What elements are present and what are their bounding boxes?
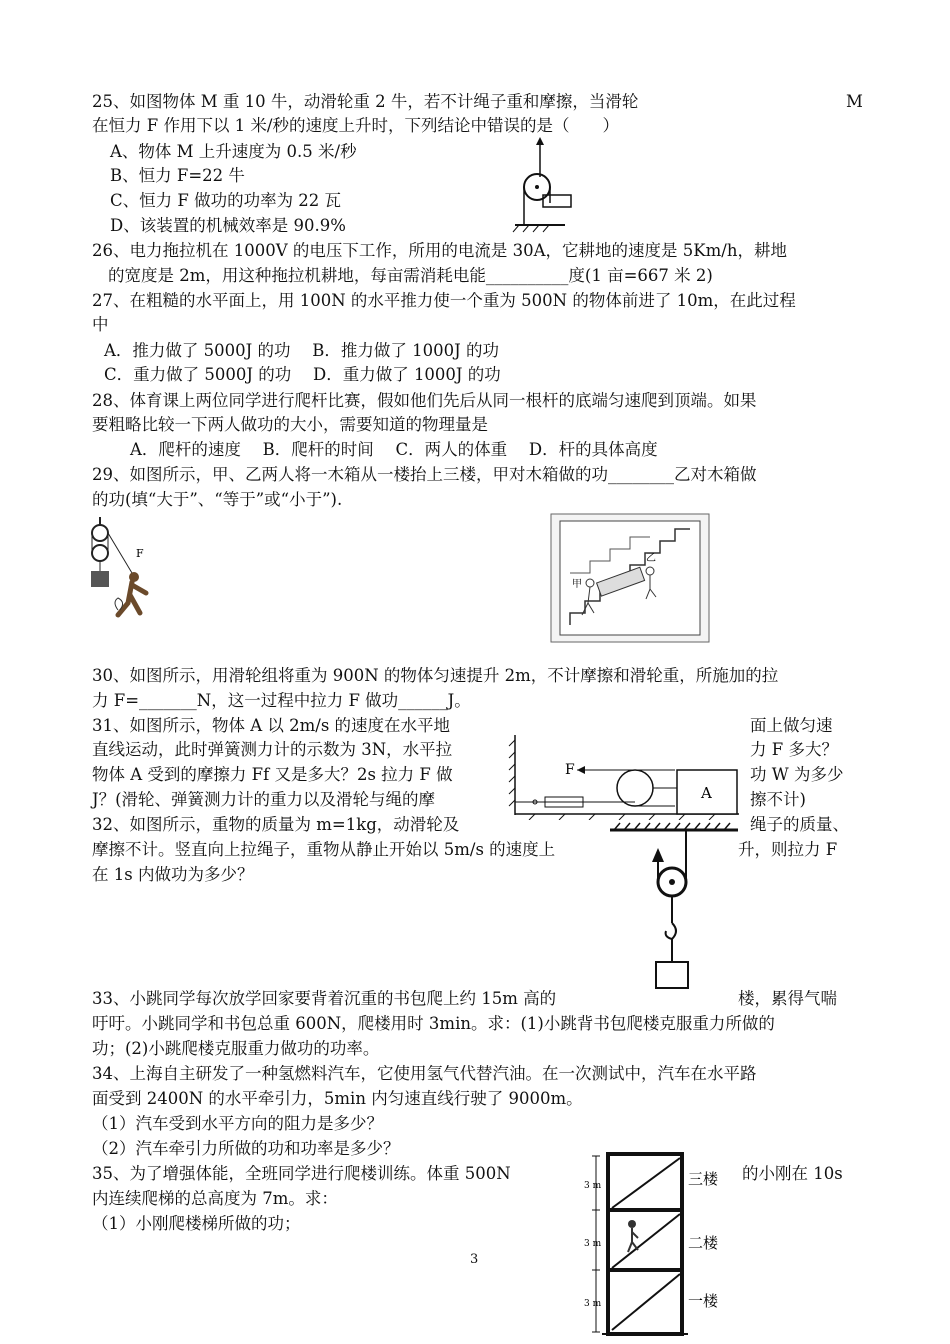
q27-options-ab: A．推力做了 5000J 的功 B．推力做了 1000J 的功 (104, 341, 499, 360)
q31-line1-right: 面上做匀速 (750, 716, 833, 735)
q35-height-label-3: 3 m (584, 1181, 602, 1191)
q31-line4-left: J？(滑轮、弹簧测力计的重力以及滑轮与绳的摩 (92, 790, 436, 809)
q32-line1-left: 32、如图所示，重物的质量为 m=1kg，动滑轮及 (92, 815, 460, 834)
q31-line2-right: 力 F 多大？ (750, 740, 838, 759)
page-number: 3 (470, 1252, 479, 1267)
q31-line3-left: 物体 A 受到的摩擦力 Ff 又是多大？2s 拉力 F 做 (92, 765, 453, 784)
q33-line2: 吁吁。小跳同学和书包总重 600N，爬楼用时 3min。求：(1)小跳背书包爬楼克服重力所做的 (92, 1014, 775, 1033)
q32-line1-right: 绳子的质量、 (750, 815, 849, 834)
q35-sub1: （1）小刚爬楼梯所做的功； (92, 1214, 301, 1233)
q34-sub2: （2）汽车牵引力所做的功和功率是多少？ (92, 1139, 400, 1158)
q31-line4-right: 擦不计) (750, 790, 806, 809)
q30-line2: 力 F=_______N，这一过程中拉力 F 做功______J。 (92, 691, 471, 710)
q29-figure-jia-label: 甲 (572, 579, 582, 590)
q30-figure-f-label: F (136, 547, 144, 560)
q32-line2-left: 摩擦不计。竖直向上拉绳子，重物从静止开始以 5m/s 的速度上 (92, 840, 556, 859)
q30-line1: 30、如图所示，用滑轮组将重为 900N 的物体匀速提升 2m，不计摩擦和滑轮重，所施加的拉 (92, 666, 779, 685)
q25-option-c: C、恒力 F 做功的功率为 22 瓦 (110, 191, 342, 210)
q27-line1: 27、在粗糙的水平面上，用 100N 的水平推力使一个重为 500N 的物体前进了 10m，在此过程 (92, 291, 796, 310)
q35-building-figure (582, 1148, 742, 1340)
q31-figure-a-label: A (701, 784, 712, 802)
q29-line2: 的功(填“大于”、“等于”或“小于”). (92, 490, 343, 509)
q25-line1: 25、如图物体 M 重 10 牛，动滑轮重 2 牛，若不计绳子重和摩擦，当滑轮 (92, 92, 639, 111)
q33-line1-right: 楼，累得气喘 (738, 989, 837, 1008)
q35-line2: 内连续爬梯的总高度为 7m。求： (92, 1189, 338, 1208)
q33-line1-left: 33、小跳同学每次放学回家要背着沉重的书包爬上约 15m 高的 (92, 989, 557, 1008)
q30-person-pulley-figure (88, 515, 168, 625)
q27-line2: 中 (92, 315, 109, 334)
q25-option-d: D、该装置的机械效率是 90.9% (110, 216, 346, 235)
q34-line2: 面受到 2400N 的水平牵引力，5min 内匀速直线行驶了 9000m。 (92, 1089, 583, 1108)
q32-pulley-figure (610, 818, 740, 993)
q25-m-label: M (846, 92, 863, 111)
q25-line2: 在恒力 F 作用下以 1 米/秒的速度上升时，下列结论中错误的是（ ） (92, 116, 619, 135)
q31-line1-left: 31、如图所示，物体 A 以 2m/s 的速度在水平地 (92, 716, 451, 735)
q32-line2-right: 升，则拉力 F (738, 840, 838, 859)
q28-line2: 要粗略比较一下两人做功的大小，需要知道的物理量是 (92, 415, 488, 434)
q28-line1: 28、体育课上两位同学进行爬杆比赛，假如他们先后从同一根杆的底端匀速爬到顶端。如果 (92, 391, 757, 410)
q26-line1: 26、电力拖拉机在 1000V 的电压下工作，所用的电流是 30A，它耕地的速度是 5Km/h，耕地 (92, 241, 787, 260)
q25-option-b: B、恒力 F=22 牛 (110, 166, 245, 185)
q29-figure-yi-label: 乙 (646, 553, 656, 564)
q28-options: A．爬杆的速度 B．爬杆的时间 C．两人的体重 D．杆的具体高度 (130, 440, 658, 459)
q32-line3: 在 1s 内做功为多少？ (92, 865, 254, 884)
q31-line3-right: 功 W 为多少 (750, 765, 844, 784)
q27-options-cd: C．重力做了 5000J 的功 D．重力做了 1000J 的功 (104, 365, 501, 384)
q35-line1-right: 的小刚在 10s (742, 1164, 843, 1183)
q25-option-a: A、物体 M 上升速度为 0.5 米/秒 (110, 142, 357, 161)
q29-stairs-figure (550, 513, 710, 643)
q31-line2-left: 直线运动，此时弹簧测力计的示数为 3N，水平拉 (92, 740, 453, 759)
q35-height-label-1: 3 m (584, 1299, 602, 1309)
q29-line1: 29、如图所示，甲、乙两人将一木箱从一楼抬上三楼，甲对木箱做的功________乙对木箱做 (92, 465, 757, 484)
q35-height-label-2: 3 m (584, 1239, 602, 1249)
q35-floor3-label: 三楼 (688, 1170, 719, 1188)
q34-line1: 34、上海自主研发了一种氢燃料汽车，它使用氢气代替汽油。在一次测试中，汽车在水平路 (92, 1064, 757, 1083)
q35-line1-left: 35、为了增强体能，全班同学进行爬楼训练。体重 500N (92, 1164, 511, 1183)
q26-line2: 的宽度是 2m，用这种拖拉机耕地，每亩需消耗电能__________度(1 亩=667 米 2) (108, 266, 713, 285)
q35-floor1-label: 一楼 (688, 1292, 719, 1310)
q25-pulley-figure (505, 135, 585, 235)
q35-floor2-label: 二楼 (688, 1234, 719, 1252)
q31-figure-f-label: F (565, 762, 575, 778)
q33-line3: 功；(2)小跳爬楼克服重力做功的功率。 (92, 1039, 380, 1058)
q34-sub1: （1）汽车受到水平方向的阻力是多少？ (92, 1114, 383, 1133)
q31-spring-figure (505, 730, 745, 820)
